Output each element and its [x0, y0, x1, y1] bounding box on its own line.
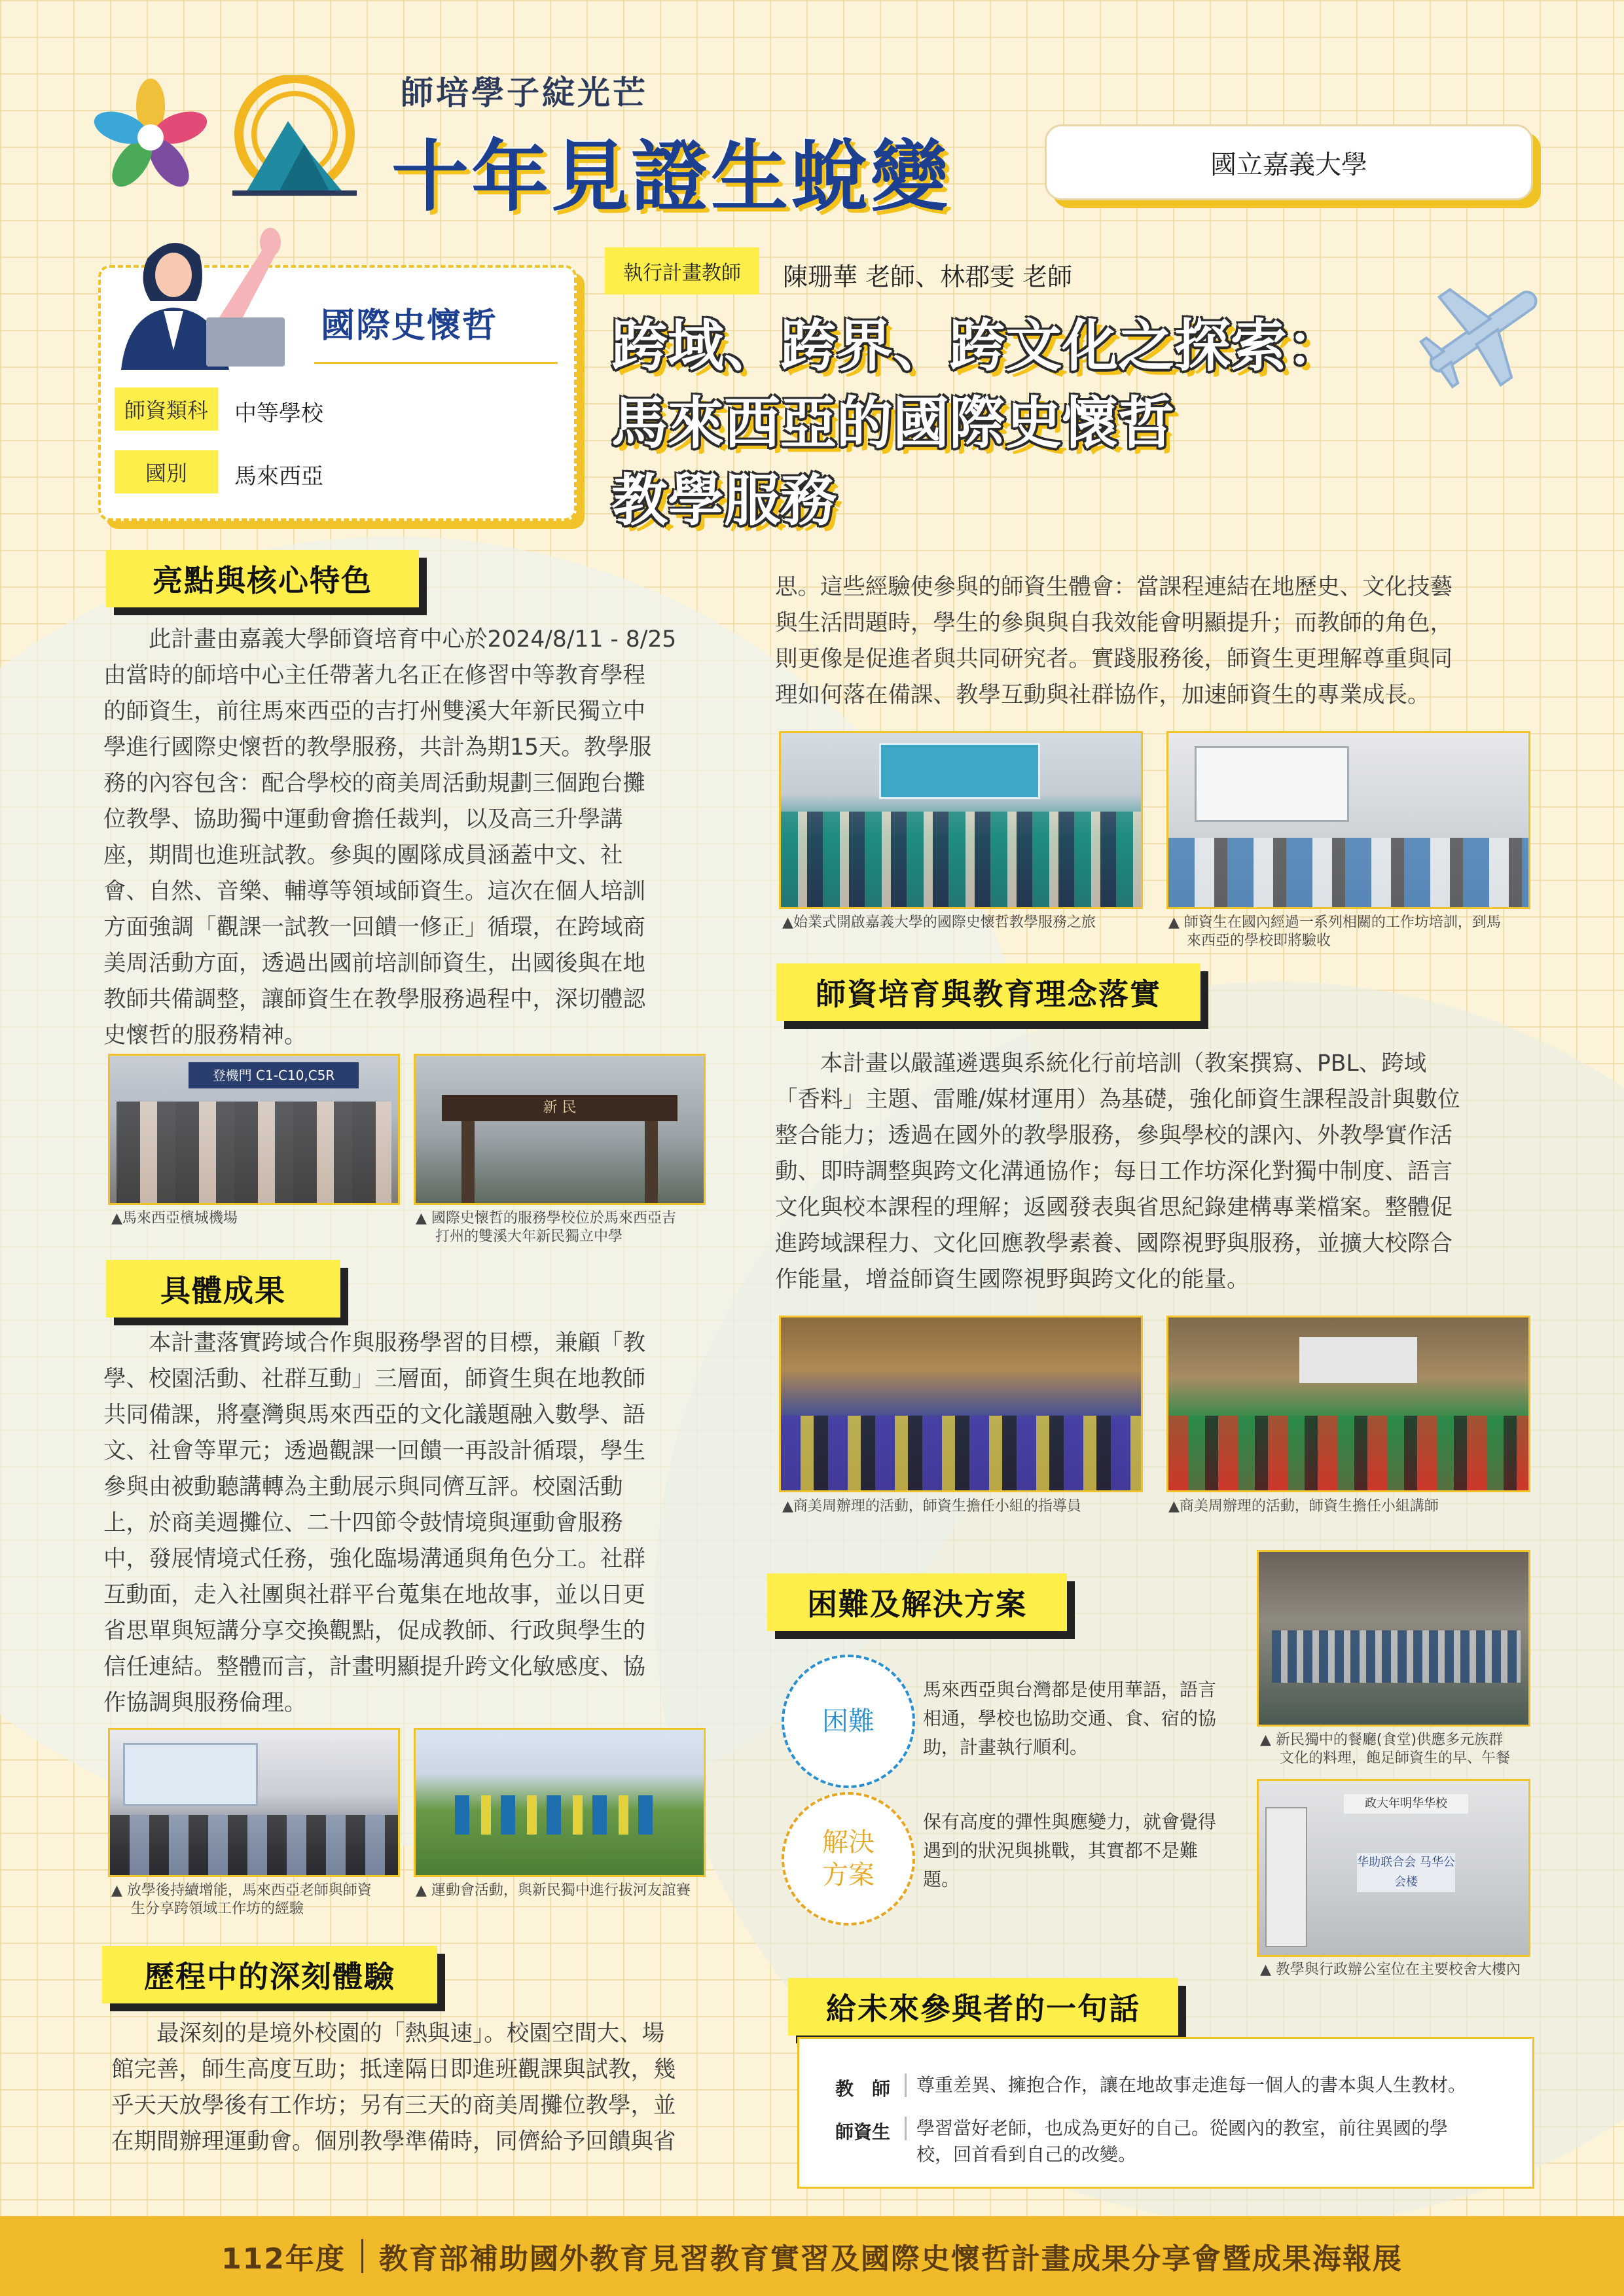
- experience-continued-body: [775, 569, 1528, 713]
- project-title: [611, 308, 1343, 539]
- highlights-line: 務的內容包含：配合學校的商美周活動規劃三個跑台攤: [103, 770, 645, 797]
- training-line: 本計畫以嚴謹遴選與系統化行前培訓（教案撰寫、PBL、跨域: [820, 1050, 1427, 1077]
- highlights-body: [103, 622, 719, 658]
- section-heading-experience: 歷程中的深刻體驗: [102, 1946, 437, 2003]
- section-heading-training: 師資培育與教育理念落實: [776, 963, 1200, 1021]
- series-title: 十年見證生蛻變: [391, 132, 951, 222]
- results-line: 共同備課，將臺灣與馬來西亞的文化議題融入數學、語: [103, 1402, 645, 1428]
- caption-line: ▲ 國際史懷哲的服務學校位於馬來西亞吉: [416, 1210, 676, 1227]
- solution-line: 題。: [923, 1869, 960, 1890]
- highlights-line: 方面強調「觀課一試教一回饋一修正」循環，在跨域商: [103, 914, 645, 941]
- caption-office-building: ▲ 教學與行政辦公室位在主要校舍大樓內: [1260, 1962, 1521, 1978]
- results-line: 省思單與短講分享交換觀點，促成教師、行政與學生的: [103, 1618, 645, 1644]
- highlights-line: 美周活動方面，透過出國前培訓師資生，出國後與在地: [103, 950, 645, 977]
- solution-text: [923, 1808, 1244, 1894]
- teacher-separator: [905, 2073, 907, 2097]
- card-divider: [314, 362, 558, 364]
- problem-line: 馬來西亞與台灣都是使用華語，語言: [923, 1679, 1217, 1700]
- teacher-key: 教 師: [835, 2078, 891, 2100]
- project-title-line-1: 跨域、跨界、跨文化之探索：: [611, 314, 1343, 379]
- results-body-cont: [103, 1361, 719, 1721]
- problem-label: 困難: [822, 1706, 875, 1736]
- photo-canteen: [1257, 1550, 1530, 1727]
- footer-divider: [361, 2239, 363, 2273]
- solution-label-line: 解決: [822, 1827, 875, 1857]
- caption-training-classroom: [1168, 914, 1501, 950]
- training-line: 進跨域課程力、文化回應教學素養、國際視野與服務，並擴大校際合: [775, 1230, 1453, 1257]
- problem-circle: [782, 1655, 915, 1788]
- highlights-line: 學進行國際史懷哲的教學服務，共計為期15天。教學服: [103, 734, 652, 761]
- training-line: 作能量，增益師資生國際視野與跨文化的能量。: [775, 1266, 1250, 1293]
- section-heading-difficulty: 困難及解決方案: [767, 1573, 1067, 1631]
- airplane-icon: [1407, 265, 1558, 396]
- photo-school-gate: [414, 1054, 706, 1205]
- results-line: 學、校園活動、社群互動」三層面，師資生與在地教師: [103, 1366, 645, 1392]
- student-message-line: 學習當好老師，也成為更好的自己。從國內的教室，前往異國的學: [916, 2117, 1449, 2139]
- caption-tug-of-war: ▲ 運動會活動，與新民獨中進行拔河友誼賽: [416, 1882, 691, 1899]
- mountain-sun-logo-icon: [232, 75, 357, 200]
- results-line: 互動面，走入社團與社群平台蒐集在地故事，並以日更: [103, 1582, 645, 1608]
- project-title-line-2: 馬來西亞的國際史懷哲: [611, 391, 1174, 456]
- highlights-line: 由當時的師培中心主任帶著九名正在修習中等教育學程: [103, 662, 645, 689]
- airport-sign: 登機門 C1-C10,C5R: [189, 1062, 359, 1088]
- caption-workshop: [111, 1882, 372, 1918]
- highlights-line: 座，期間也進班試教。參與的團隊成員涵蓋中文、社: [103, 842, 623, 869]
- caption-school-gate: [416, 1210, 676, 1246]
- problem-text: [923, 1676, 1244, 1762]
- project-title-line-3: 教學服務: [611, 468, 837, 533]
- caption-line: 生分享跨領域工作坊的經驗: [131, 1901, 304, 1917]
- student-separator: [905, 2117, 907, 2140]
- section-heading-highlights: 亮點與核心特色: [106, 550, 419, 607]
- photo-office-building: [1257, 1779, 1530, 1957]
- experience-line: 最深刻的是境外校園的「熱與速」。校園空間大、場: [156, 2020, 665, 2047]
- series-subtitle: 師培學子綻光芒: [401, 74, 648, 112]
- project-teachers: 陳珊華 老師、林郡雯 老師: [783, 262, 1073, 291]
- footer-text: 教育部補助國外教育見習教育實習及國際史懷哲計畫成果分享會暨成果海報展: [378, 2242, 1403, 2276]
- university-name: 國立嘉義大學: [1210, 149, 1367, 180]
- training-line: 動、即時調整與跨文化溝通協作；每日工作坊深化對獨中制度、語言: [775, 1158, 1453, 1185]
- highlights-line: 此計畫由嘉義大學師資培育中心於2024/8/11 - 8/25: [149, 626, 677, 653]
- caption-opening-ceremony: ▲始業式開啟嘉義大學的國際史懷哲教學服務之旅: [782, 914, 1096, 931]
- caption-line: ▲ 師資生在國內經過一系列相關的工作坊培訓，到馬: [1168, 914, 1501, 931]
- photo-workshop: [108, 1728, 400, 1877]
- training-body-cont: [775, 1082, 1528, 1298]
- training-body: [775, 1046, 1528, 1082]
- experience-line: 在期間辦理運動會。個別教學準備時，同儕給予回饋與省: [111, 2128, 676, 2155]
- caption-line: ▲ 放學後持續增能，馬來西亞老師與師資: [111, 1882, 372, 1899]
- footer-banner: [0, 2216, 1624, 2296]
- training-line: 「香料」主題、雷雕/媒材運用）為基礎，強化師資生課程設計與數位: [775, 1086, 1460, 1113]
- solution-label: [822, 1826, 875, 1892]
- caption-activity-lecturers: ▲商美周辦理的活動，師資生擔任小組講師: [1168, 1498, 1439, 1515]
- solution-line: 遇到的狀況與挑戰，其實都不是難: [923, 1840, 1199, 1861]
- teacher-message: 尊重差異、擁抱合作，讓在地故事走進每一個人的書本與人生教材。: [916, 2074, 1467, 2096]
- caption-line: 來西亞的學校即將驗收: [1187, 933, 1331, 949]
- caption-canteen: [1260, 1731, 1510, 1768]
- experience-line: 乎天天放學後有工作坊；另有三天的商美周攤位教學，並: [111, 2092, 676, 2119]
- section-heading-message: 給未來參與者的一句話: [788, 1978, 1178, 2036]
- results-line: 參與由被動聽講轉為主動展示與同儕互評。校園活動: [103, 1474, 623, 1500]
- flower-logo-icon: [85, 72, 216, 203]
- highlights-line: 教師共備調整，讓師資生在教學服務過程中，深切體認: [103, 986, 645, 1013]
- university-box: [1045, 124, 1533, 200]
- experience-line: 思。這些經驗使參與的師資生體會：當課程連結在地歷史、文化技藝: [775, 574, 1453, 600]
- student-message: [916, 2115, 1519, 2168]
- results-line: 作協調與服務倫理。: [103, 1690, 307, 1716]
- student-key: 師資生: [835, 2121, 891, 2143]
- photo-activity-lecturers: [1166, 1316, 1530, 1492]
- results-line: 上，於商美週攤位、二十四節令鼓情境與運動會服務: [103, 1510, 623, 1536]
- presenter-illustration-icon: [108, 219, 298, 370]
- solution-circle: [782, 1792, 915, 1926]
- results-line: 本計畫落實跨域合作與服務學習的目標，兼顧「教: [149, 1330, 645, 1356]
- problem-line: 相通，學校也協助交通、食、宿的協: [923, 1708, 1217, 1729]
- caption-activity-guides: ▲商美周辦理的活動，師資生擔任小組的指導員: [782, 1498, 1081, 1515]
- experience-line: 則更像是促進者與共同研究者。實踐服務後，師資生更理解尊重與同: [775, 646, 1453, 672]
- experience-line: 館完善，師生高度互助；抵達隔日即進班觀課與試教，幾: [111, 2056, 676, 2083]
- card-label-category: 師資類科: [115, 387, 218, 431]
- problem-line: 助，計畫執行順利。: [923, 1736, 1089, 1758]
- caption-airport: ▲馬來西亞檳城機場: [111, 1210, 238, 1227]
- photo-tug-of-war: [414, 1728, 706, 1877]
- highlights-line: 會、自然、音樂、輔導等領域師資生。這次在個人培訓: [103, 878, 645, 905]
- card-label-country: 國別: [115, 450, 218, 493]
- caption-line: ▲ 新民獨中的餐廳(食堂)供應多元族群: [1260, 1732, 1504, 1748]
- gate-sign: 新 民: [442, 1095, 677, 1121]
- teacher-tag: 執行計畫教師: [605, 247, 759, 295]
- photo-activity-guides: [779, 1316, 1143, 1492]
- office-sign: 政大年明华华校: [1344, 1794, 1468, 1814]
- student-message-line: 校，回首看到自己的改變。: [916, 2144, 1137, 2165]
- results-line: 文、社會等單元；透過觀課一回饋一再設計循環，學生: [103, 1438, 645, 1464]
- highlights-line: 位教學、協助獨中運動會擔任裁判，以及高三升學講: [103, 806, 623, 833]
- footer-year: 112年度: [221, 2242, 346, 2276]
- photo-training-classroom: [1166, 731, 1530, 909]
- caption-line: 文化的料理，飽足師資生的早、午餐: [1280, 1750, 1511, 1767]
- experience-line: 理如何落在備課、教學互動與社群協作，加速師資生的專業成長。: [775, 682, 1430, 708]
- card-value-country: 馬來西亞: [234, 463, 323, 490]
- experience-line: 與生活問題時，學生的參與與自我效能會明顯提升；而教師的角色，: [775, 610, 1453, 636]
- highlights-line: 史懷哲的服務精神。: [103, 1022, 307, 1049]
- card-title: 國際史懷哲: [321, 306, 498, 346]
- training-line: 文化與校本課程的理解；返國發表與省思紀錄建構專業檔案。整體促: [775, 1194, 1453, 1221]
- caption-line: 打州的雙溪大年新民獨立中學: [435, 1229, 623, 1245]
- highlights-line: 的師資生，前往馬來西亞的吉打州雙溪大年新民獨立中: [103, 698, 645, 725]
- section-heading-results: 具體成果: [106, 1260, 340, 1318]
- office-sign-2: 华助联合会 马华公会楼: [1357, 1853, 1455, 1892]
- card-value-category: 中等學校: [234, 401, 323, 427]
- results-body: [103, 1325, 719, 1361]
- photo-airport: [108, 1054, 400, 1205]
- results-line: 中，發展情境式任務，強化臨場溝通與角色分工。社群: [103, 1546, 645, 1572]
- results-line: 信任連結。整體而言，計畫明顯提升跨文化敏感度、協: [103, 1654, 645, 1680]
- solution-label-line: 方案: [822, 1860, 875, 1890]
- photo-opening-ceremony: [779, 731, 1143, 909]
- experience-body-cont: [111, 2052, 740, 2160]
- solution-line: 保有高度的彈性與應變力，就會覺得: [923, 1811, 1217, 1833]
- highlights-body-cont: [103, 658, 719, 1054]
- experience-body: [111, 2016, 740, 2052]
- training-line: 整合能力；透過在國外的教學服務，參與學校的課內、外教學實作活: [775, 1122, 1453, 1149]
